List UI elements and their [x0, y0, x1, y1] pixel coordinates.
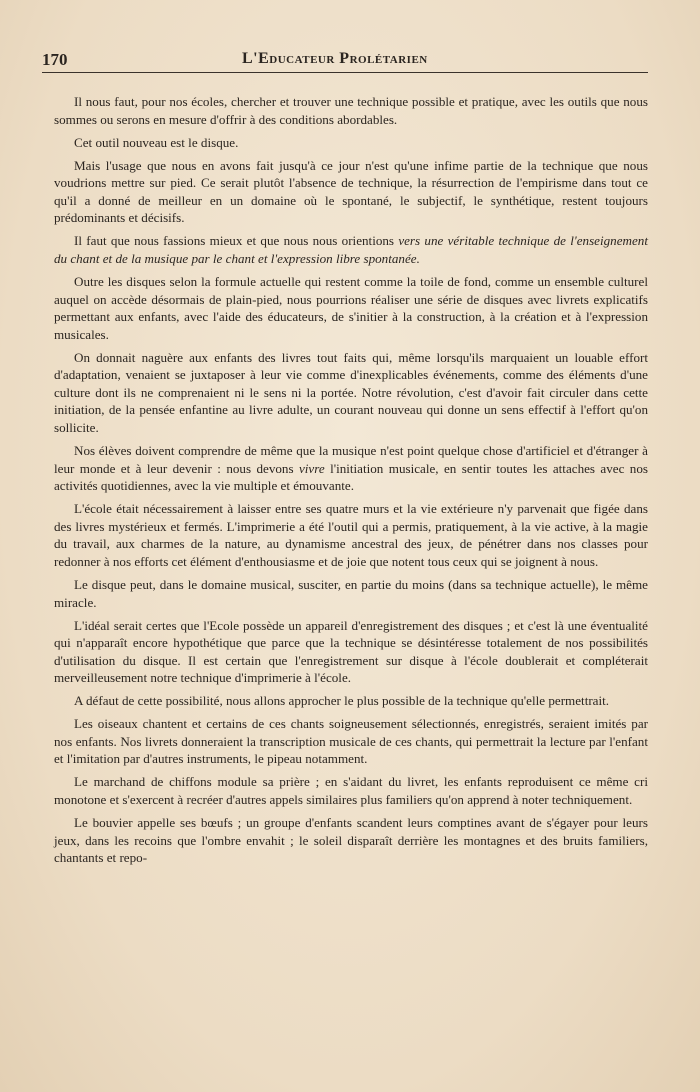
paragraph: Les oiseaux chantent et certains de ces chants soigneusement sélectionnés, enregistrés, seraient imités par nos enfants. Nos livrets donneraient la transcription musicale de ces chants, qui permettrait la lecture par l'enfant et l'imitation par d'autres instruments, le pipeau notamment. [54, 716, 648, 767]
paragraph: Outre les disques selon la formule actuelle qui restent comme la toile de fond, comme un ensemble culturel auquel on accède désormais de plain-pied, nous pourrions réaliser une série de disques avec livrets explicatifs permettant aux enfants, avec l'aide des éducateurs, de s'initier à la construction, à la création et à l'expression musicales. [54, 273, 648, 342]
paragraph: A défaut de cette possibilité, nous allons approcher le plus possible de la technique qu'elle permettrait. [74, 693, 610, 709]
paragraph: Cet outil nouveau est le disque. [74, 134, 239, 150]
paragraph: L'école était nécessairement à laisser entre ses quatre murs et la vie extérieure n'y parvenait que figée dans des livres mystérieux et fermés. L'imprimerie a été l'outil qui a permis, pratiquement, à la vie active, à la magie du travail, aux charmes de la nature, au dynamisme ancestral des jeux, de pénétrer dans nos classes pour redonner à nos efforts cet élément d'enthousiasme et de joie que notent tous ceux qui se joignent à nous. [54, 501, 648, 569]
paragraph: Mais l'usage que nous en avons fait jusqu'à ce jour n'est qu'une infime partie de la technique que nous voudrions mettre sur pied. Ce serait plutôt l'absence de technique, la résurrection de l'empirisme dans tout ce qu'il a donné de meilleur en un domaine où le spontané, le subjectif, le synthétique, restent toujours prédominants et décisifs. [54, 157, 648, 226]
paragraph: Le bouvier appelle ses bœufs ; un groupe d'enfants scandent leurs comptines avant de s'égayer pour leurs jeux, dans les recoins que l'ombre envahit ; le soleil disparaît derrière les montagnes et des bruits familiers, chantants et repo- [54, 815, 648, 866]
emphasis-text: vivre [298, 460, 325, 476]
emphasis-text: vers une véritable technique de l'enseignement du chant et de la musique par le chant et l'expression libre spontanée. [54, 233, 648, 266]
page-header [42, 46, 648, 73]
running-title: L'Educateur Prolétarien [242, 50, 428, 67]
paragraph: Le disque peut, dans le domaine musical, susciter, en partie du moins (dans sa technique actuelle), le même miracle. [54, 576, 648, 610]
paragraph: Nos élèves doivent comprendre de même que la musique n'est point quelque chose d'artificiel et d'étranger à leur monde et à leur devenir : nous devons vivre l'initiation musicale, en sentir toutes les attaches avec nos activités quotidiennes, avec la vie multiple et émouvante. [54, 443, 648, 494]
paragraph: Il faut que nous fassions mieux et que nous nous orientions vers une véritable technique de l'enseignement du chant et de la musique par le chant et l'expression libre spontanée. [54, 233, 648, 266]
article-body [42, 73, 648, 867]
paragraph: Le marchand de chiffons module sa prière ; en s'aidant du livret, les enfants reproduisent ce même cri monotone et s'exercent à recréer d'autres appels similaires plus familiers qu'on apprend à noter techniquement. [54, 774, 648, 808]
paragraph: On donnait naguère aux enfants des livres tout faits qui, même lorsqu'ils marquaient un louable effort d'adaptation, venaient se juxtaposer à leur vie comme d'inexplicables événements, comme des éléments d'une culture dont ils ne comprenaient ni le sens ni la portée. Notre révolution, c'est d'avoir fait circuler dans cette initiation, de la pensée enfantine au livre adulte, un courant nouveau qui donne un sens effectif à l'effort qu'on sollicite. [54, 349, 648, 436]
paragraph: L'idéal serait certes que l'Ecole possède un appareil d'enregistrement des disques ; et c'est là une éventualité qui n'apparaît encore hypothétique que parce que la technique se désintéresse totalement de nos possibilités d'utilisation du disque. Il est certain que l'enregistrement sur disque à l'école doublerait et compléterait merveilleusement notre technique d'imprimerie à l'école. [54, 617, 648, 686]
page-number: 170 [42, 50, 68, 69]
paragraph: Il nous faut, pour nos écoles, chercher et trouver une technique possible et pratique, avec les outils que nous sommes ou serons en mesure d'offrir à des conditions abordables. [54, 94, 648, 127]
